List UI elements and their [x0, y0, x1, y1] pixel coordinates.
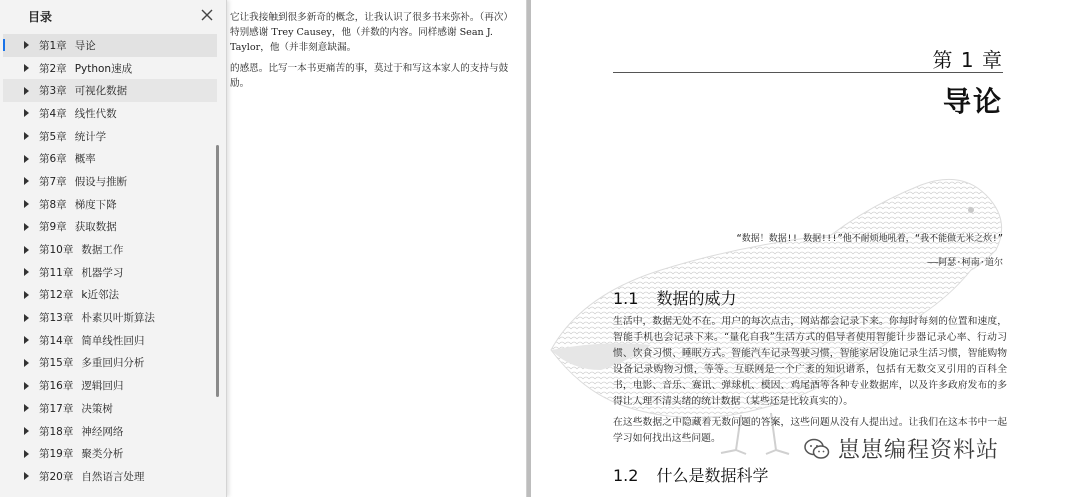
toc-item[interactable] — [3, 216, 217, 239]
toc-chapter: 第18章 — [39, 425, 74, 438]
toc-chapter: 第7章 — [39, 175, 67, 188]
toc-chapter: 第4章 — [39, 107, 67, 120]
toc-item[interactable] — [3, 329, 217, 352]
toc-item[interactable] — [3, 57, 217, 80]
toc-item[interactable] — [3, 284, 217, 307]
expand-arrow-icon[interactable] — [24, 450, 29, 458]
toc-label: 逻辑回归 — [81, 380, 124, 393]
toc-title: 目录 — [28, 10, 53, 24]
toc-item[interactable] — [3, 374, 217, 397]
toc-label: 朴素贝叶斯算法 — [81, 312, 155, 325]
toc-chapter: 第8章 — [39, 198, 67, 211]
body-paragraph-2: 在这些数据之中隐藏着无数问题的答案，这些问题从没有人提出过。让我们在这本书中一起学习如何找出这些问题。 — [613, 417, 1007, 444]
section-title: 什么是数据科学 — [656, 466, 769, 485]
toc-item[interactable] — [3, 102, 217, 125]
toc-label: Python速成 — [74, 62, 133, 75]
toc-label: 自然语言处理 — [81, 470, 145, 483]
expand-arrow-icon[interactable] — [24, 155, 29, 163]
active-indicator — [3, 39, 5, 51]
toc-label: 概率 — [74, 153, 96, 166]
expand-arrow-icon[interactable] — [24, 246, 29, 254]
epigraph-author: ——阿瑟·柯南·道尔 — [927, 258, 1003, 268]
toc-item[interactable] — [3, 442, 217, 465]
toc-label: 多重回归分析 — [81, 357, 145, 370]
toc-item[interactable] — [3, 420, 217, 443]
toc-label: 可视化数据 — [74, 85, 128, 98]
toc-item[interactable] — [3, 170, 217, 193]
toc-chapter: 第13章 — [39, 312, 74, 325]
expand-arrow-icon[interactable] — [24, 427, 29, 435]
toc-item[interactable] — [3, 352, 217, 375]
toc-scrollbar[interactable] — [216, 145, 219, 397]
toc-item[interactable] — [3, 147, 217, 170]
toc-chapter: 第3章 — [39, 85, 67, 98]
toc-label: 决策树 — [81, 402, 113, 415]
toc-item[interactable] — [3, 79, 217, 102]
toc-chapter: 第6章 — [39, 153, 67, 166]
toc-item[interactable] — [3, 397, 217, 420]
toc-chapter: 第16章 — [39, 380, 74, 393]
toc-chapter: 第12章 — [39, 289, 74, 302]
toc-chapter: 第10章 — [39, 244, 74, 257]
toc-label: 简单线性回归 — [81, 334, 145, 347]
chapter-rule — [613, 72, 1003, 73]
toc-label: 统计学 — [74, 130, 107, 143]
expand-arrow-icon[interactable] — [24, 41, 29, 49]
toc-list — [3, 34, 217, 488]
toc-chapter: 第9章 — [39, 221, 67, 234]
expand-arrow-icon[interactable] — [24, 336, 29, 344]
toc-label: k近邻法 — [81, 289, 119, 302]
toc-item[interactable] — [3, 306, 217, 329]
toc-item[interactable] — [3, 465, 217, 488]
toc-label: 神经网络 — [81, 425, 124, 438]
section-number: 1.2 — [613, 466, 639, 485]
chapter-number: 第 1 章 — [932, 48, 1003, 72]
toc-chapter: 第5章 — [39, 130, 67, 143]
toc-item[interactable] — [3, 125, 217, 148]
toc-chapter: 第20章 — [39, 470, 74, 483]
toc-chapter: 第14章 — [39, 334, 74, 347]
toc-label: 获取数据 — [74, 221, 117, 234]
section-title: 数据的威力 — [656, 289, 737, 308]
watermark-text: 崽崽编程资料站 — [838, 438, 1000, 463]
expand-arrow-icon[interactable] — [24, 64, 29, 72]
toc-label: 机器学习 — [81, 266, 124, 279]
toc-item[interactable] — [3, 238, 217, 261]
body-paragraph-1: 生活中，数据无处不在。用户的每次点击，网站都会记录下来。你每时每刻的位置和速度，智能手机也会记录下来。“量化自我”生活方式的倡导者使用智能计步器记录心率、行动习惯、饮食习惯、睡眠方式。智能汽车记录驾驶习惯，智能家居设施记录生活习惯，智能购物设备记录购物习惯，等等。互联网是一个广袤的知识谱系，包括有无数交叉引用的百科全书，电影、音乐、赛讯、弹球机、模因、鸡尾酒等各种专业数据库，以及许多政府发布的多得让人理不清头绪的统计数据（某些还是比较真实的）。 — [613, 316, 1007, 407]
toc-item[interactable] — [3, 261, 217, 284]
expand-arrow-icon[interactable] — [24, 223, 29, 231]
close-icon[interactable] — [200, 8, 214, 22]
toc-chapter: 第17章 — [39, 402, 74, 415]
expand-arrow-icon[interactable] — [24, 177, 29, 185]
toc-label: 聚类分析 — [81, 448, 124, 461]
toc-item[interactable] — [3, 193, 217, 216]
toc-label: 梯度下降 — [74, 198, 117, 211]
toc-chapter: 第1章 — [39, 39, 67, 52]
toc-chapter: 第2章 — [39, 62, 67, 75]
wechat-icon — [804, 438, 830, 460]
expand-arrow-icon[interactable] — [24, 359, 29, 367]
expand-arrow-icon[interactable] — [24, 291, 29, 299]
section-heading-1 — [613, 286, 736, 309]
toc-chapter: 第19章 — [39, 448, 74, 461]
expand-arrow-icon[interactable] — [24, 404, 29, 412]
section-body — [613, 314, 1007, 452]
expand-arrow-icon[interactable] — [24, 132, 29, 140]
section-number: 1.1 — [613, 289, 639, 308]
section-heading-2 — [613, 463, 768, 486]
chapter-title: 导论 — [942, 85, 1003, 118]
expand-arrow-icon[interactable] — [24, 200, 29, 208]
toc-chapter: 第15章 — [39, 357, 74, 370]
left-paragraph-1: 它让我接触到很多新奇的概念，让我认识了很多书来弥补。（再次）特别感谢 Trey Causey，他（并数的内容。同样感谢 Sean J. Taylor，他（并非刻意缺漏。 — [230, 12, 514, 53]
left-paragraph-2: 的感恩。比写一本书更痛苦的事，莫过于和写这本家人的支持与鼓励。 — [230, 63, 509, 89]
expand-arrow-icon[interactable] — [24, 382, 29, 390]
toc-sidebar — [0, 0, 227, 497]
right-page — [531, 0, 1080, 497]
toc-label: 数据工作 — [81, 244, 124, 257]
expand-arrow-icon[interactable] — [24, 314, 29, 322]
expand-arrow-icon[interactable] — [24, 87, 29, 95]
left-page-text — [230, 10, 520, 97]
toc-label: 导论 — [74, 39, 96, 52]
toc-label: 假设与推断 — [74, 175, 128, 188]
toc-label: 线性代数 — [74, 107, 117, 120]
expand-arrow-icon[interactable] — [24, 268, 29, 276]
toc-chapter: 第11章 — [39, 266, 74, 279]
epigraph-quote: “数据！数据!! 数据!!!”他不耐烦地吼着，“我不能做无米之炊!” — [736, 234, 1003, 244]
toc-item[interactable] — [3, 34, 217, 57]
expand-arrow-icon[interactable] — [24, 109, 29, 117]
expand-arrow-icon[interactable] — [24, 472, 29, 480]
